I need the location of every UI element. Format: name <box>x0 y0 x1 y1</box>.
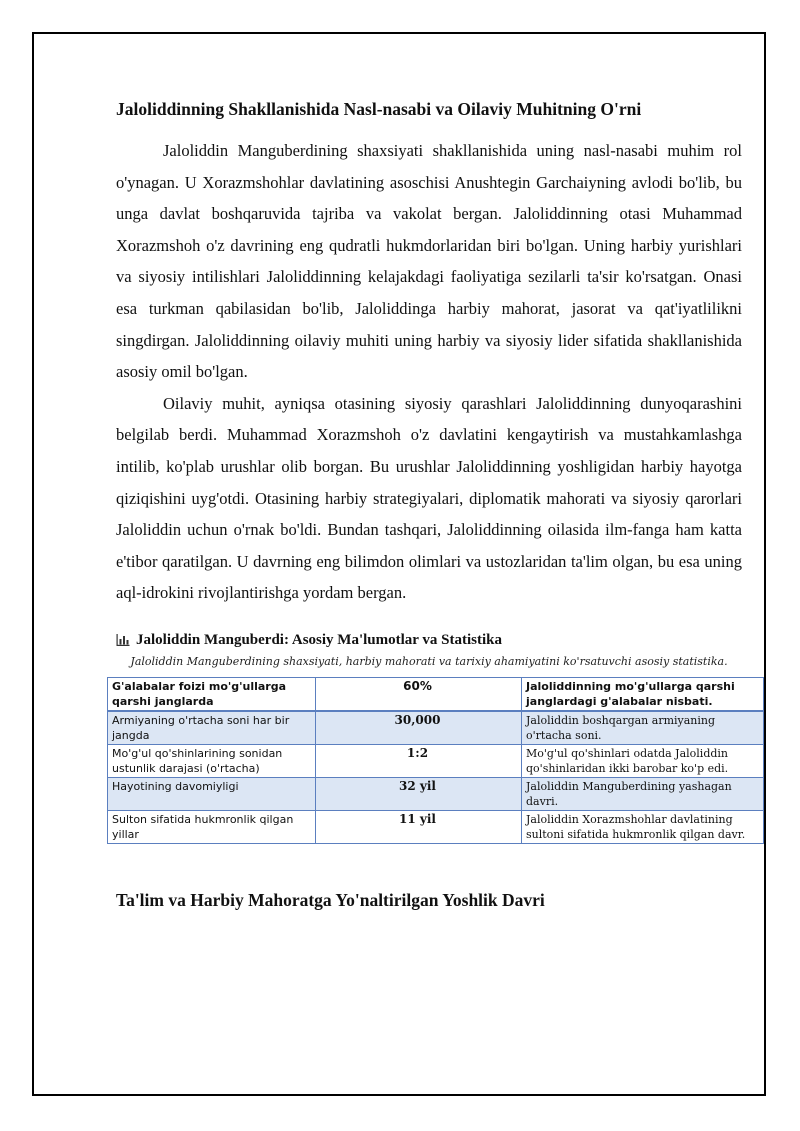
stat-label: Hayotining davomiyligi <box>108 777 316 810</box>
stat-label: Mo'g'ul qo'shinlarining sonidan ustunlik darajasi (o'rtacha) <box>108 744 316 777</box>
stat-note: Jaloliddinning mo'g'ullarga qarshi janglardagi g'alabalar nisbati. <box>522 677 764 711</box>
stats-title <box>116 630 742 650</box>
stat-note: Jaloliddin boshqargan armiyaning o'rtacha soni. <box>522 711 764 745</box>
stats-table <box>107 677 764 844</box>
stats-subtitle: Jaloliddin Manguberdining shaxsiyati, harbiy mahorati va tarixiy ahamiyatini ko'rsatuvchi asosiy statistika. <box>130 654 728 668</box>
paragraph-lineage: Jaloliddin Manguberdining shaxsiyati shakllanishida uning nasl-nasabi muhim rol o'ynagan. U Xorazmshohlar davlatining asoschisi Anushtegin Garchaiyning avlodi bo'lib, bu unga davlat boshqaruvida tajriba va vakolat bergan. Jaloliddinning otasi Muhammad Xorazmshoh o'z davrining eng qudratli hukmdorlaridan biri bo'lgan. Uning harbiy yurishlari va siyosiy intilishlari Jaloliddinning kelajakdagi faoliyatiga sezilarli ta'sir ko'rsatgan. Onasi esa turkman qabilasidan bo'lib, Jaloliddinga harbiy mahorat, jasorat va qat'iyatlilikni singdirgan. Jaloliddinning oilaviy muhiti uning harbiy va siyosiy lider sifatida shakllanishida asosiy omil bo'lgan. <box>116 141 742 382</box>
stat-note: Jaloliddin Xorazmshohlar davlatining sultoni sifatida hukmronlik qilgan davr. <box>522 810 764 843</box>
stat-label: G'alabalar foizi mo'g'ullarga qarshi janglarda <box>108 677 316 711</box>
stat-value: 1:2 <box>316 744 522 777</box>
section-heading-youth: Ta'lim va Harbiy Mahoratga Yo'naltirilgan Yoshlik Davri <box>116 889 545 910</box>
stat-value: 32 yil <box>316 777 522 810</box>
stat-label: Armiyaning o'rtacha soni har bir jangda <box>108 711 316 745</box>
stat-value: 60% <box>316 677 522 711</box>
stats-title-text: Jaloliddin Manguberdi: Asosiy Ma'lumotlar va Statistika <box>136 631 503 648</box>
section-heading-family: Jaloliddinning Shakllanishida Nasl-nasabi va Oilaviy Muhitning O'rni <box>116 99 642 119</box>
table-row <box>108 711 764 745</box>
stat-note: Mo'g'ul qo'shinlari odatda Jaloliddin qo'shinlaridan ikki barobar ko'p edi. <box>522 744 764 777</box>
table-row <box>108 777 764 810</box>
stat-value: 11 yil <box>316 810 522 843</box>
table-row <box>108 677 764 711</box>
stat-label: Sulton sifatida hukmronlik qilgan yillar <box>108 810 316 843</box>
paragraph-family-environment: Oilaviy muhit, ayniqsa otasining siyosiy qarashlari Jaloliddinning dunyoqarashini belgilab berdi. Muhammad Xorazmshoh o'z davlatini kengaytirish va mustahkamlashga intilib, ko'plab urushlar olib borgan. Bu urushlar Jaloliddinning yoshligidan harbiy hayotga qiziqishini uyg'otdi. Otasining harbiy strategiyalari, diplomatik mahorati va siyosiy qarorlari Jaloliddin uchun o'rnak bo'ldi. Bundan tashqari, Jaloliddinning oilasida ilm-fanga ham katta e'tibor qaratilgan. U davrning eng bilimdon olimlari va ustozlaridan ta'lim olgan, bu esa uning aql-idrokini rivojlantirishga yordam bergan. <box>116 393 742 603</box>
bar-chart-icon <box>116 634 130 646</box>
document-content <box>112 96 746 913</box>
table-row <box>108 744 764 777</box>
stat-note: Jaloliddin Manguberdining yashagan davri. <box>522 777 764 810</box>
stat-value: 30,000 <box>316 711 522 745</box>
table-row <box>108 810 764 843</box>
